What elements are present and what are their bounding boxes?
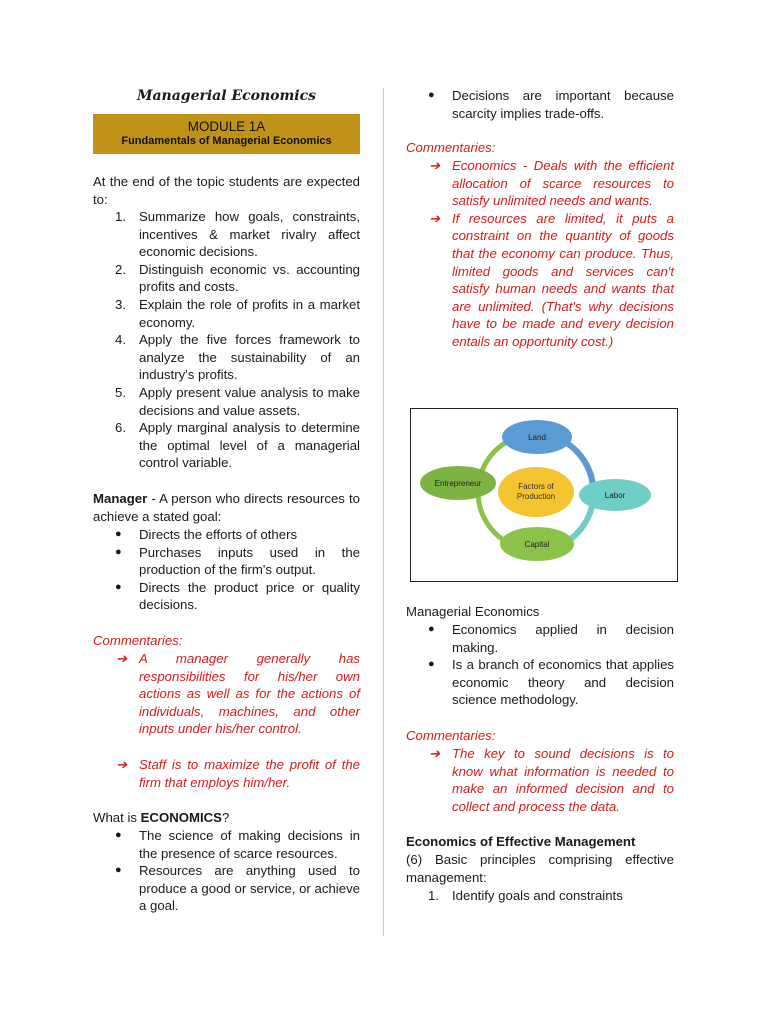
manager-comments bbox=[93, 650, 360, 738]
decision-comments bbox=[406, 745, 674, 815]
effective-management-list bbox=[406, 887, 674, 905]
module-banner bbox=[93, 114, 360, 154]
economics-comments bbox=[406, 157, 674, 351]
commentary-item: ➔ If resources are limited, it puts a constraint on the quantity of goods that the economy can produce. Thus, limited goods and services can't satisfy human needs and wants that are unlimited. (That's why decisions have to be made and every decision entails an opportunity cost.) bbox=[429, 210, 674, 349]
managerial-economics-heading: Managerial Economics bbox=[406, 604, 540, 619]
objective-item: 3. Explain the role of profits in a market economy. bbox=[115, 296, 360, 330]
commentaries-label: Commentaries: bbox=[406, 728, 496, 743]
objective-item: 5. Apply present value analysis to make decisions and value assets. bbox=[115, 384, 360, 418]
effective-management-intro: (6) Basic principles comprising effective management: bbox=[406, 852, 674, 885]
commentary-item: ➔ The key to sound decisions is to know what information is needed to make an informed decision and to collect and process the data. bbox=[429, 746, 674, 814]
bullet-item: ● Directs the product price or quality decisions. bbox=[115, 579, 360, 613]
bullet-item: ● Decisions are important because scarcity implies trade-offs. bbox=[428, 88, 674, 121]
objective-item: 2. Distinguish economic vs. accounting profits and costs. bbox=[115, 261, 360, 295]
manager-term: Manager bbox=[93, 491, 148, 506]
commentary-item: ➔ Economics - Deals with the efficient allocation of scarce resources to satisfy unlimited needs and wants. bbox=[429, 158, 674, 209]
economics-term: ECONOMICS bbox=[140, 810, 222, 825]
objectives-list bbox=[93, 208, 360, 472]
commentary-item: ➔ A manager generally has responsibilities for his/her own actions as well as for the actions of individuals, machines, and other inputs under his/her control. bbox=[116, 651, 360, 737]
manager-comments-2 bbox=[93, 756, 360, 791]
land-label: Land bbox=[528, 433, 546, 442]
economics-bullets bbox=[93, 827, 360, 915]
commentary-item: ➔ Staff is to maximize the profit of the firm that employs him/her. bbox=[116, 757, 360, 790]
economics-question: What is ECONOMICS? bbox=[93, 810, 230, 825]
center-label-line-1: Factors of bbox=[518, 482, 554, 491]
objective-item: 1. Summarize how goals, constraints, incentives & market rivalry affect economic decisions. bbox=[115, 209, 360, 260]
manager-definition: Manager - A person who directs resources to achieve a stated goal: bbox=[93, 491, 360, 524]
managerial-economics-bullets bbox=[406, 621, 674, 709]
objective-item: 4. Apply the five forces framework to analyze the sustainability of an industry's profits. bbox=[115, 332, 360, 383]
factors-of-production-diagram bbox=[410, 408, 678, 582]
module-title: MODULE 1A bbox=[187, 119, 266, 134]
bullet-item: ● Economics applied in decision making. bbox=[428, 622, 674, 655]
bullet-item: ● Is a branch of economics that applies economic theory and decision science methodology. bbox=[428, 657, 674, 708]
commentaries-label: Commentaries: bbox=[93, 633, 183, 648]
module-subtitle: Fundamentals of Managerial Economics bbox=[121, 135, 332, 147]
labor-label: Labor bbox=[604, 491, 626, 500]
center-label-line-2: Production bbox=[516, 492, 556, 501]
bullet-item: ● Purchases inputs used in the production of the firm's output. bbox=[115, 544, 360, 578]
commentaries-label: Commentaries: bbox=[406, 140, 496, 155]
effective-management-heading: Economics of Effective Management bbox=[406, 834, 636, 849]
intro-text: At the end of the topic students are expected to: bbox=[93, 174, 360, 207]
objective-item: 6. Apply marginal analysis to determine the optimal level of a managerial control variable. bbox=[115, 420, 360, 471]
bullet-item: ● Directs the efforts of others bbox=[115, 527, 298, 542]
bullet-item: ● Resources are anything used to produce a good or service, or achieve a goal. bbox=[115, 863, 360, 914]
page-title: Managerial Economics bbox=[136, 88, 317, 104]
bullet-item: ● The science of making decisions in the presence of scarce resources. bbox=[115, 828, 360, 861]
column-divider bbox=[383, 88, 384, 936]
factors-diagram-svg bbox=[411, 409, 677, 581]
decisions-bullet bbox=[406, 87, 674, 122]
principle-item: 1. Identify goals and constraints bbox=[428, 888, 623, 903]
entrepreneur-label: Entrepreneur bbox=[434, 479, 482, 488]
capital-label: Capital bbox=[524, 540, 550, 549]
manager-bullets bbox=[93, 526, 360, 614]
